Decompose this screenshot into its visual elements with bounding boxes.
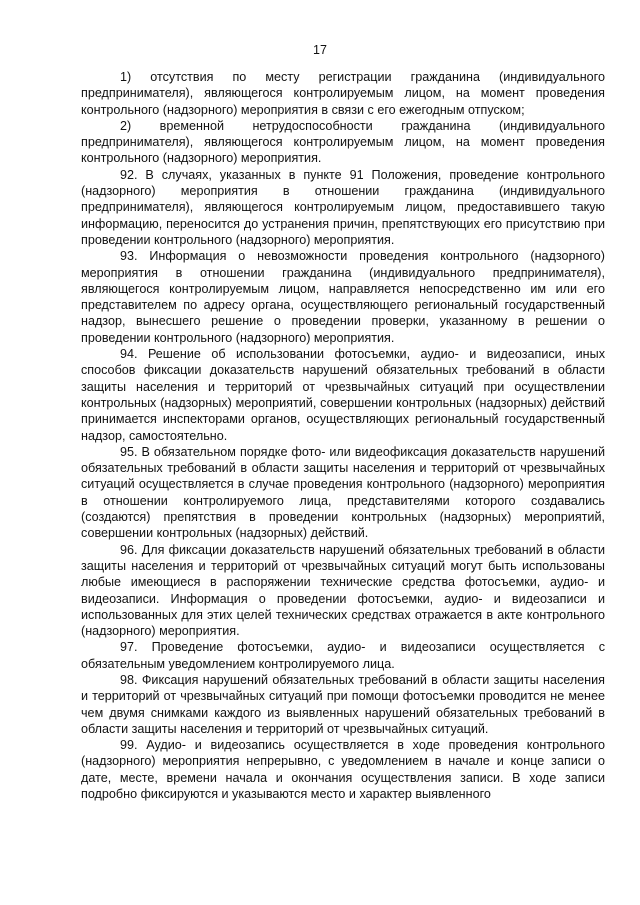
page-number: 17 xyxy=(313,43,327,57)
paragraph-93: 93. Информация о невозможности проведения контрольного (надзорного) мероприятия в отношении гражданина (индивидуального предпринимателя), являющегося контролируемым лицом, направляется непосредственно им или его представителем по адресу органа, осуществляющего региональный государственный надзор, вынесшего решение о проведении проверки, указанному в решении о проведении контрольного (надзорного) мероприятия. xyxy=(81,249,605,345)
paragraph-item-1: 1) отсутствия по месту регистрации гражданина (индивидуального предпринимателя), являющегося контролируемым лицом, на момент проведения контрольного (надзорного) мероприятия в связи с его ежегодным отпуском; xyxy=(81,70,605,117)
paragraph-item-2: 2) временной нетрудоспособности гражданина (индивидуального предпринимателя), являющегося контролируемым лицом, на момент проведения контрольного (надзорного) мероприятия. xyxy=(81,118,605,166)
paragraph-98: 98. Фиксация нарушений обязательных требований в области защиты населения и территорий от чрезвычайных ситуаций при помощи фотосъемки проводится не менее чем двумя снимками каждого из выявленных нарушений обязательных требований в области защиты населения и территорий от чрезвычайных ситуаций. xyxy=(81,672,605,736)
paragraph-96: 96. Для фиксации доказательств нарушений обязательных требований в области защиты населения и территорий от чрезвычайных ситуаций могут быть использованы любые имеющиеся в распоряжении технические средства фотосъемки, аудио- и видеозаписи. Информация о проведении фотосъемки, аудио- и видеозаписи и использованных для этих целей технических средствах отражается в акте контрольного (надзорного) мероприятия. xyxy=(81,542,605,639)
paragraph-92: 92. В случаях, указанных в пункте 91 Положения, проведение контрольного (надзорного) мероприятия в отношении гражданина (индивидуального предпринимателя), являющегося контролируемым лицом, предоставившего такую информацию, переносится до устранения причин, препятствующих его присутствию при проведении контрольного (надзорного) мероприятия. xyxy=(81,167,605,247)
paragraph-94: 94. Решение об использовании фотосъемки, аудио- и видеозаписи, иных способов фиксации доказательств нарушений обязательных требований в области защиты населения и территорий от чрезвычайных ситуаций при осуществлении контрольных (надзорных) мероприятий, совершении контрольных (надзорных) действий принимается инспекторами органов, осуществляющих региональный государственный надзор, самостоятельно. xyxy=(81,347,605,443)
document-body xyxy=(81,69,605,802)
paragraph-99: 99. Аудио- и видеозапись осуществляется в ходе проведения контрольного (надзорного) мероприятия непрерывно, с уведомлением в начале и конце записи о дате, месте, времени начала и окончания осуществления записи. В ходе записи подробно фиксируются и указываются место и характер выявленного xyxy=(81,738,605,802)
paragraph-97: 97. Проведение фотосъемки, аудио- и видеозаписи осуществляется с обязательным уведомлением контролируемого лица. xyxy=(81,640,605,671)
paragraph-95: 95. В обязательном порядке фото- или видеофиксация доказательств нарушений обязательных требований в области защиты населения и территорий от чрезвычайных ситуаций осуществляется в случае проведения контрольного (надзорного) мероприятия в отношении контролируемого лица, представителями которого создавались (создаются) препятствия в проведении контрольных (надзорных) мероприятий, совершении контрольных (надзорных) действий. xyxy=(81,444,605,541)
